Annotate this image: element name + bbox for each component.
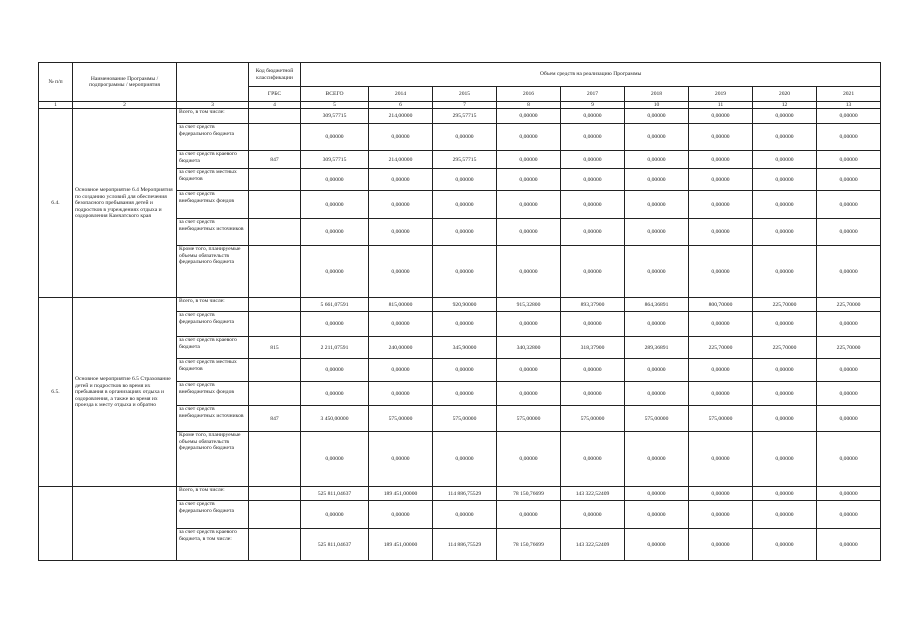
value-year: 0,00000: [497, 382, 561, 406]
value-year: 0,00000: [561, 191, 625, 219]
value-year: 225,70000: [817, 298, 881, 312]
value-total: 5 661,07591: [301, 298, 369, 312]
grbs-code: [249, 501, 301, 529]
value-year: 575,00000: [689, 406, 753, 432]
grbs-code: 847: [249, 151, 301, 169]
value-year: 0,00000: [497, 191, 561, 219]
block-name: Основное мероприятие 6.4 Мероприятия по созданию условий для обеспечения безопасного пребывания детей и подростков в учреждениях отдыха и оздоровления Камчатского края: [73, 109, 177, 298]
header-year: 2020: [753, 87, 817, 102]
value-year: 0,00000: [497, 501, 561, 529]
funding-source: за счет средств краевого бюджета: [177, 337, 249, 359]
value-year: 143 322,52409: [561, 529, 625, 561]
block-number: 6.5.: [39, 298, 73, 487]
grbs-code: [249, 219, 301, 246]
value-year: 0,00000: [369, 246, 433, 298]
header-year: 2021: [817, 87, 881, 102]
block-name: Основное мероприятие 6.5 Страхование детей и подростков во время их пребывания в организациях отдыха и оздоровления, а также во время их проезда к месту отдыха и обратно: [73, 298, 177, 487]
value-year: 0,00000: [817, 487, 881, 501]
value-year: 0,00000: [753, 219, 817, 246]
value-year: 0,00000: [369, 432, 433, 487]
block-number: [39, 487, 73, 561]
value-total: 0,00000: [301, 219, 369, 246]
value-year: 0,00000: [753, 124, 817, 151]
value-year: 0,00000: [753, 109, 817, 124]
index-cell: 6: [369, 102, 433, 109]
value-year: 0,00000: [817, 124, 881, 151]
value-year: 214,00000: [369, 151, 433, 169]
value-year: 0,00000: [625, 151, 689, 169]
value-year: 0,00000: [561, 246, 625, 298]
value-year: 0,00000: [497, 169, 561, 191]
budget-table: [38, 62, 881, 561]
value-year: 0,00000: [561, 151, 625, 169]
value-year: 0,00000: [689, 169, 753, 191]
value-year: 114 886,75529: [433, 529, 497, 561]
value-year: 0,00000: [817, 246, 881, 298]
header-name: Наименование Программы / подпрограммы / мероприятия: [73, 63, 177, 102]
grbs-code: [249, 191, 301, 219]
value-year: 0,00000: [817, 406, 881, 432]
index-cell: 12: [753, 102, 817, 109]
value-year: 114 886,75529: [433, 487, 497, 501]
table-row: [39, 109, 881, 124]
header-blank: [177, 63, 249, 102]
funding-source: за счет средств внебюджетных источников: [177, 406, 249, 432]
value-year: 0,00000: [561, 382, 625, 406]
value-year: 0,00000: [625, 529, 689, 561]
value-year: 0,00000: [625, 109, 689, 124]
value-year: 0,00000: [369, 169, 433, 191]
value-year: 225,70000: [753, 337, 817, 359]
value-year: 0,00000: [625, 246, 689, 298]
value-year: 0,00000: [497, 151, 561, 169]
value-year: 0,00000: [497, 219, 561, 246]
value-year: 0,00000: [753, 169, 817, 191]
value-year: 0,00000: [689, 246, 753, 298]
funding-source: за счет средств местных бюджетов: [177, 169, 249, 191]
value-year: 0,00000: [753, 359, 817, 382]
value-year: 0,00000: [561, 109, 625, 124]
value-total: 3 450,00000: [301, 406, 369, 432]
grbs-code: [249, 359, 301, 382]
value-year: 0,00000: [817, 312, 881, 337]
value-year: 0,00000: [625, 501, 689, 529]
value-total: 0,00000: [301, 359, 369, 382]
value-year: 0,00000: [753, 312, 817, 337]
grbs-code: [249, 432, 301, 487]
grbs-code: 847: [249, 406, 301, 432]
value-year: 815,00000: [369, 298, 433, 312]
value-year: 189 451,00000: [369, 487, 433, 501]
value-year: 0,00000: [433, 382, 497, 406]
funding-source: за счет средств внебюджетных фондов: [177, 382, 249, 406]
value-year: 0,00000: [625, 432, 689, 487]
value-year: 0,00000: [497, 359, 561, 382]
value-year: 0,00000: [753, 382, 817, 406]
value-year: 0,00000: [625, 359, 689, 382]
value-total: 525 811,04637: [301, 487, 369, 501]
value-year: 0,00000: [369, 191, 433, 219]
value-year: 0,00000: [369, 359, 433, 382]
value-year: 0,00000: [433, 124, 497, 151]
value-year: 0,00000: [625, 487, 689, 501]
funding-source: за счет средств местных бюджетов: [177, 359, 249, 382]
value-year: 0,00000: [817, 109, 881, 124]
funding-source: за счет средств федерального бюджета: [177, 501, 249, 529]
value-year: 289,36891: [625, 337, 689, 359]
table-row: [39, 298, 881, 312]
value-year: 0,00000: [689, 109, 753, 124]
value-year: 0,00000: [561, 432, 625, 487]
value-year: 189 451,00000: [369, 529, 433, 561]
funding-source: Кроме того, планируемые объемы обязательств федерального бюджета: [177, 246, 249, 298]
block-number: 6.4.: [39, 109, 73, 298]
header-year: 2015: [433, 87, 497, 102]
value-year: 0,00000: [753, 246, 817, 298]
value-year: 0,00000: [561, 359, 625, 382]
value-year: 575,00000: [561, 406, 625, 432]
value-year: 0,00000: [561, 501, 625, 529]
value-year: 0,00000: [753, 151, 817, 169]
value-year: 0,00000: [817, 529, 881, 561]
value-year: 0,00000: [817, 359, 881, 382]
value-year: 0,00000: [817, 191, 881, 219]
header-year: 2017: [561, 87, 625, 102]
value-year: 0,00000: [433, 246, 497, 298]
value-year: 915,32800: [497, 298, 561, 312]
funding-source: за счет средств краевого бюджета: [177, 151, 249, 169]
value-total: 0,00000: [301, 246, 369, 298]
value-year: 0,00000: [369, 382, 433, 406]
value-year: 575,00000: [497, 406, 561, 432]
value-year: 225,70000: [753, 298, 817, 312]
value-year: 0,00000: [689, 124, 753, 151]
value-year: 0,00000: [625, 312, 689, 337]
value-year: 0,00000: [689, 501, 753, 529]
grbs-code: [249, 246, 301, 298]
value-year: 0,00000: [625, 124, 689, 151]
value-year: 225,70000: [689, 337, 753, 359]
funding-source: Всего, в том числе:: [177, 298, 249, 312]
header-year: 2018: [625, 87, 689, 102]
header-total: ВСЕГО: [301, 87, 369, 102]
value-year: 0,00000: [689, 359, 753, 382]
value-total: 0,00000: [301, 124, 369, 151]
funding-source: Всего, в том числе:: [177, 109, 249, 124]
value-total: 0,00000: [301, 312, 369, 337]
value-year: 0,00000: [497, 246, 561, 298]
value-total: 0,00000: [301, 191, 369, 219]
value-year: 340,32800: [497, 337, 561, 359]
header-num: № п/п: [39, 63, 73, 102]
index-cell: 11: [689, 102, 753, 109]
value-year: 864,36891: [625, 298, 689, 312]
grbs-code: [249, 169, 301, 191]
header-year: 2019: [689, 87, 753, 102]
budget-table-sheet: [38, 62, 880, 561]
value-year: 345,90000: [433, 337, 497, 359]
header-year: 2016: [497, 87, 561, 102]
header-volume: Объем средств на реализацию Программы: [301, 63, 881, 87]
value-year: 0,00000: [369, 312, 433, 337]
value-year: 0,00000: [433, 219, 497, 246]
table-body: [39, 109, 881, 561]
value-year: 0,00000: [497, 109, 561, 124]
index-row: [39, 102, 881, 109]
index-cell: 3: [177, 102, 249, 109]
value-year: 893,37900: [561, 298, 625, 312]
value-year: 295,57715: [433, 151, 497, 169]
value-year: 0,00000: [753, 432, 817, 487]
value-year: 0,00000: [689, 382, 753, 406]
value-year: 0,00000: [561, 219, 625, 246]
grbs-code: [249, 487, 301, 501]
value-year: 143 322,52409: [561, 487, 625, 501]
value-year: 0,00000: [433, 359, 497, 382]
index-cell: 8: [497, 102, 561, 109]
value-year: 0,00000: [753, 406, 817, 432]
value-year: 0,00000: [817, 151, 881, 169]
value-year: 318,37900: [561, 337, 625, 359]
value-year: 0,00000: [753, 501, 817, 529]
grbs-code: [249, 109, 301, 124]
grbs-code: [249, 529, 301, 561]
index-cell: 13: [817, 102, 881, 109]
value-year: 800,70000: [689, 298, 753, 312]
value-year: 0,00000: [625, 169, 689, 191]
value-total: 525 811,04637: [301, 529, 369, 561]
value-year: 0,00000: [689, 529, 753, 561]
value-total: 309,57715: [301, 109, 369, 124]
header-kbk: Код бюджетной классификации: [249, 63, 301, 87]
value-year: 0,00000: [753, 191, 817, 219]
value-year: 0,00000: [817, 501, 881, 529]
value-year: 0,00000: [753, 487, 817, 501]
value-year: 0,00000: [817, 382, 881, 406]
value-year: 0,00000: [433, 312, 497, 337]
grbs-code: [249, 124, 301, 151]
table-row: [39, 487, 881, 501]
value-year: 0,00000: [625, 191, 689, 219]
grbs-code: [249, 312, 301, 337]
value-total: 0,00000: [301, 169, 369, 191]
value-year: 0,00000: [689, 487, 753, 501]
value-year: 214,00000: [369, 109, 433, 124]
value-year: 295,57715: [433, 109, 497, 124]
value-total: 0,00000: [301, 432, 369, 487]
value-total: 309,57715: [301, 151, 369, 169]
funding-source: Всего, в том числе:: [177, 487, 249, 501]
value-year: 575,00000: [369, 406, 433, 432]
grbs-code: [249, 298, 301, 312]
value-year: 225,70000: [817, 337, 881, 359]
value-year: 0,00000: [433, 501, 497, 529]
index-cell: 1: [39, 102, 73, 109]
value-year: 0,00000: [369, 124, 433, 151]
header-grbs: ГРБС: [249, 87, 301, 102]
index-cell: 5: [301, 102, 369, 109]
grbs-code: [249, 382, 301, 406]
value-year: 78 150,76699: [497, 529, 561, 561]
value-year: 0,00000: [689, 191, 753, 219]
funding-source: за счет средств внебюджетных фондов: [177, 191, 249, 219]
funding-source: за счет средств внебюджетных источников: [177, 219, 249, 246]
header-row-1: [39, 63, 881, 87]
value-year: 0,00000: [625, 382, 689, 406]
value-year: 0,00000: [817, 219, 881, 246]
index-cell: 9: [561, 102, 625, 109]
index-cell: 7: [433, 102, 497, 109]
block-name: [73, 487, 177, 561]
value-year: 0,00000: [817, 432, 881, 487]
value-year: 0,00000: [753, 529, 817, 561]
value-year: 0,00000: [689, 151, 753, 169]
header-year: 2014: [369, 87, 433, 102]
value-year: 0,00000: [497, 312, 561, 337]
value-year: 0,00000: [561, 124, 625, 151]
value-year: 0,00000: [561, 312, 625, 337]
grbs-code: 815: [249, 337, 301, 359]
funding-source: за счет средств федерального бюджета: [177, 312, 249, 337]
value-year: 0,00000: [497, 432, 561, 487]
value-year: 0,00000: [689, 219, 753, 246]
index-cell: 2: [73, 102, 177, 109]
value-year: 0,00000: [369, 501, 433, 529]
value-year: 0,00000: [817, 169, 881, 191]
value-year: 0,00000: [689, 312, 753, 337]
value-year: 0,00000: [433, 191, 497, 219]
value-year: 575,00000: [625, 406, 689, 432]
value-year: 0,00000: [497, 124, 561, 151]
funding-source: Кроме того, планируемые объемы обязательств федерального бюджета: [177, 432, 249, 487]
funding-source: за счет средств федерального бюджета: [177, 124, 249, 151]
funding-source: за счет средств краевого бюджета, в том числе:: [177, 529, 249, 561]
value-year: 0,00000: [433, 432, 497, 487]
value-year: 0,00000: [433, 169, 497, 191]
value-year: 78 150,76699: [497, 487, 561, 501]
value-year: 575,00000: [433, 406, 497, 432]
value-total: 0,00000: [301, 501, 369, 529]
value-year: 0,00000: [689, 432, 753, 487]
value-total: 2 211,07591: [301, 337, 369, 359]
value-total: 0,00000: [301, 382, 369, 406]
value-year: 0,00000: [369, 219, 433, 246]
value-year: 920,90000: [433, 298, 497, 312]
value-year: 240,00000: [369, 337, 433, 359]
value-year: 0,00000: [561, 169, 625, 191]
index-cell: 10: [625, 102, 689, 109]
value-year: 0,00000: [625, 219, 689, 246]
index-cell: 4: [249, 102, 301, 109]
